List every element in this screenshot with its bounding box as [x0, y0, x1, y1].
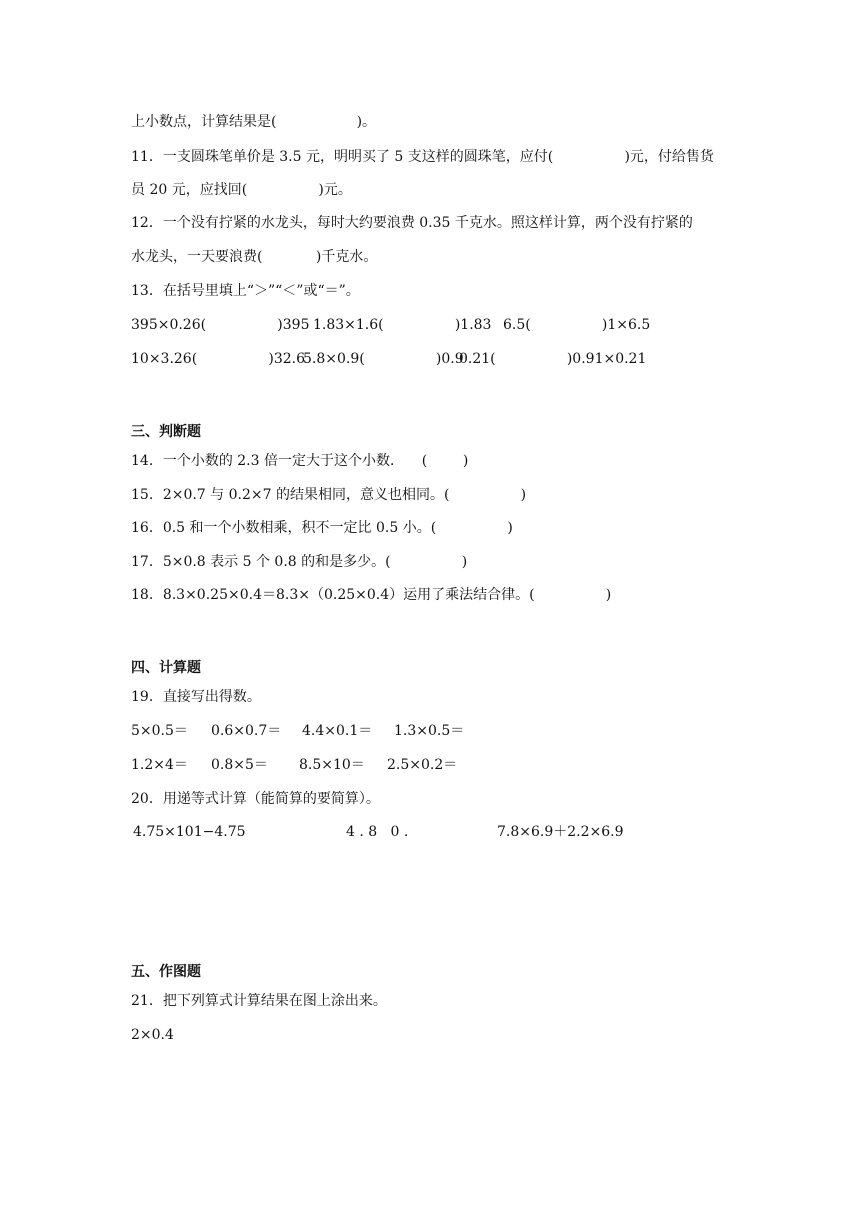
judge-item-15: 15．2×0.7 与 0.2×7 的结果相同，意义也相同。( ): [131, 487, 527, 503]
judge-item-16: 16．0.5 和一个小数相乘，积不一定比 0.5 小。( ): [131, 520, 513, 536]
q19-row1-item2: 0.6×0.7＝: [211, 723, 282, 739]
q13-row2-item2: 5.8×0.9( )0.9: [303, 351, 464, 367]
q19-row1-item1: 5×0.5＝: [131, 723, 188, 739]
question-11-line1: 11．一支圆珠笔单价是 3.5 元，明明买了 5 支这样的圆珠笔，应付( )元，付给售货: [131, 149, 714, 165]
q20-expr-1: 4.75×101−4.75: [133, 824, 246, 840]
judge-item-14: 14．一个小数的 2.3 倍一定大于这个小数． ( ): [131, 453, 469, 469]
q20-expr-2: 4 . 8 0 .: [346, 824, 409, 840]
q19-row2-item4: 2.5×0.2＝: [387, 757, 458, 773]
q13-row2-item1: 10×3.26( )32.6: [131, 351, 306, 367]
question-21-title: 21．把下列算式计算结果在图上涂出来。: [131, 993, 387, 1009]
question-20-title: 20．用递等式计算（能简算的要简算）。: [131, 791, 380, 807]
q13-row2-item3: 0.21( )0.91×0.21: [459, 351, 647, 367]
q13-row1-item3: 6.5( )1×6.5: [503, 317, 651, 333]
question-11-line2: 员 20 元，应找回( )元。: [131, 182, 352, 198]
judge-item-18: 18．8.3×0.25×0.4＝8.3×（0.25×0.4）运用了乘法结合律。( ): [131, 587, 612, 603]
q19-row2-item2: 0.8×5＝: [211, 757, 268, 773]
q19-row1-item4: 1.3×0.5＝: [394, 723, 465, 739]
q19-row1-item3: 4.4×0.1＝: [302, 723, 373, 739]
question-12-line1: 12．一个没有拧紧的水龙头，每时大约要浪费 0.35 千克水。照这样计算，两个没有拧紧的: [131, 215, 693, 231]
q13-row1-item2: 1.83×1.6( )1.83: [313, 317, 492, 333]
q19-row2-item1: 1.2×4＝: [131, 757, 188, 773]
question-19-title: 19．直接写出得数。: [131, 689, 261, 705]
judge-item-17: 17．5×0.8 表示 5 个 0.8 的和是多少。( ): [131, 554, 468, 570]
q20-expr-3: 7.8×6.9＋2.2×6.9: [497, 824, 624, 840]
section-calc-heading: 四、计算题: [131, 660, 201, 676]
section-draw-heading: 五、作图题: [131, 964, 201, 980]
question-13-title: 13．在括号里填上“＞”“＜”或“＝”。: [131, 283, 360, 299]
q13-row1-item1: 395×0.26( )395: [131, 317, 310, 333]
question-10-tail: 上小数点，计算结果是( )。: [131, 114, 377, 130]
section-judge-heading: 三、判断题: [131, 424, 201, 440]
q21-expr: 2×0.4: [131, 1027, 174, 1043]
question-12-line2: 水龙头，一天要浪费( )千克水。: [131, 249, 378, 265]
q19-row2-item3: 8.5×10＝: [299, 757, 365, 773]
